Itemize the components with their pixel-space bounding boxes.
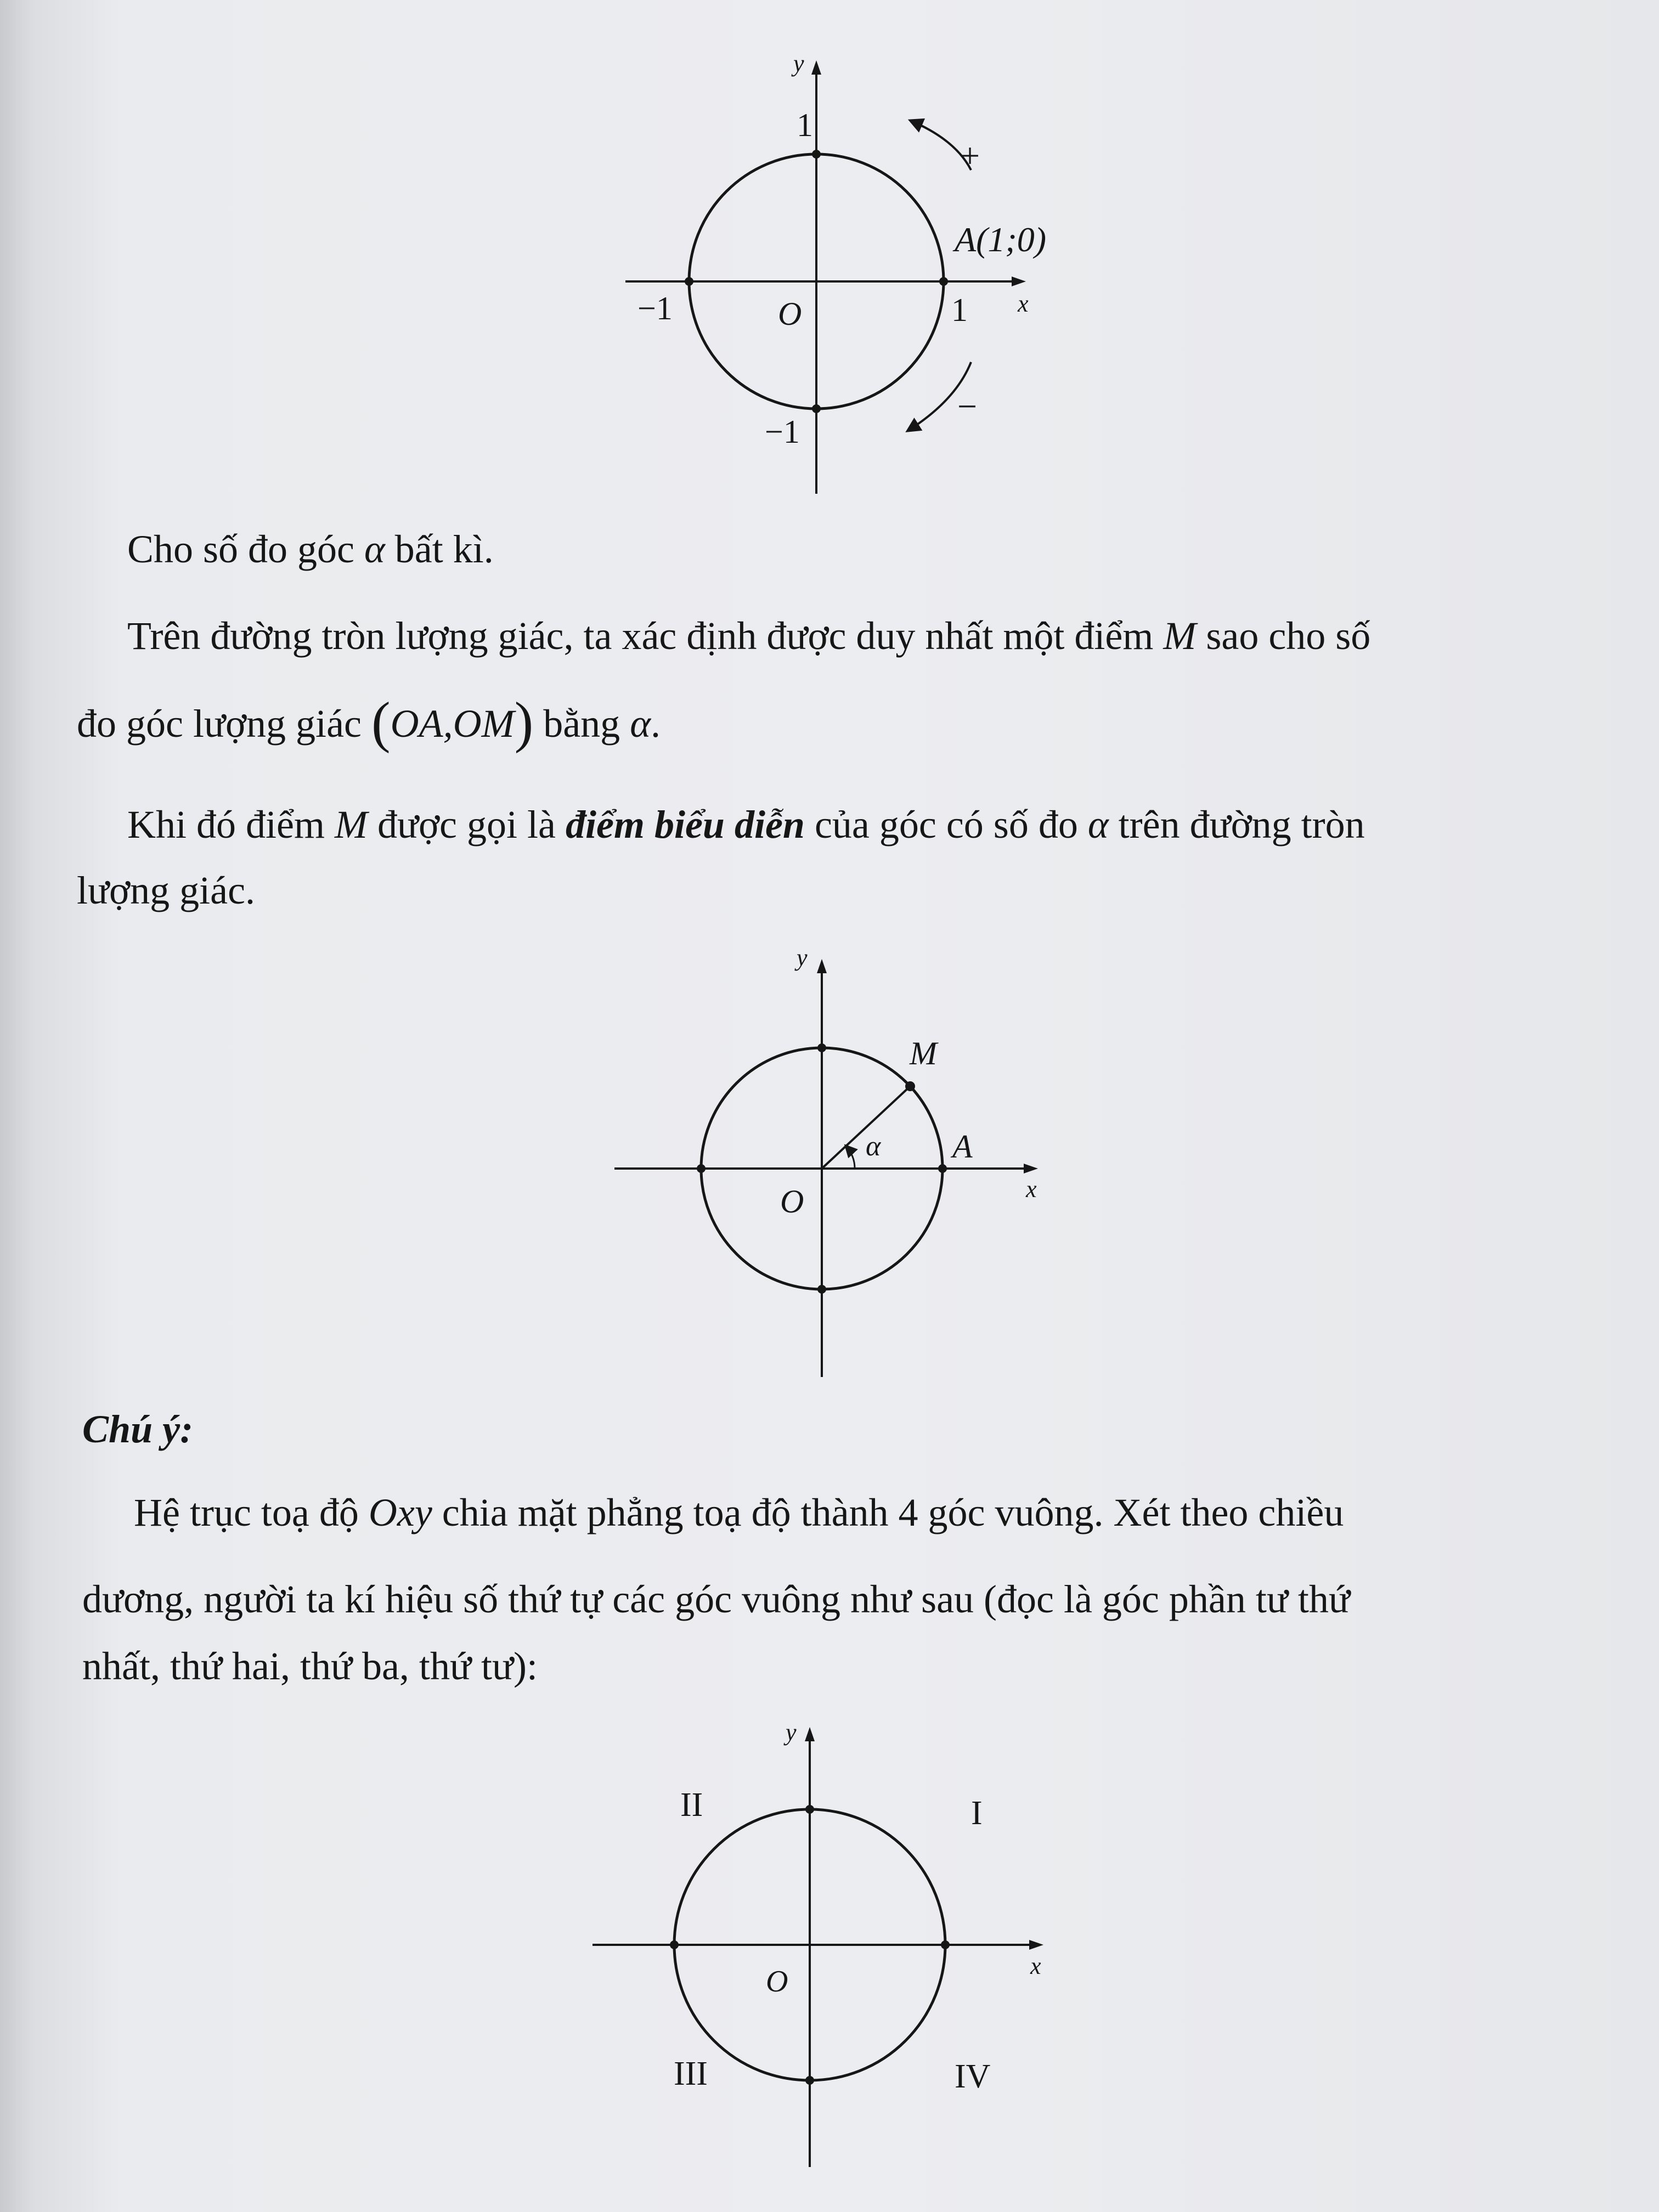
note-part1: Hệ trục toạ độ <box>134 1491 359 1534</box>
alpha-symbol: α <box>1087 803 1109 847</box>
origin-label: O <box>766 1965 788 1999</box>
y-axis-label: y <box>793 50 804 77</box>
note-line2: dương, người ta kí hiệu số thứ tự các góc vuông như sau (đọc là góc phần tư thứ <box>82 1577 1350 1621</box>
intersection-bottom <box>805 2076 814 2085</box>
y-axis-arrowhead <box>811 60 821 75</box>
note-paragraph-line3 <box>82 1623 538 1709</box>
figure-quadrants <box>587 1712 1092 2183</box>
intersection-top <box>812 150 821 159</box>
point-m-label: M <box>910 1035 937 1071</box>
y-axis-label: y <box>797 944 808 971</box>
x-axis-arrowhead <box>1024 1164 1038 1173</box>
figure-point-representation <box>603 944 1075 1383</box>
intersection-top <box>817 1043 826 1052</box>
paragraph3-part2: được gọi là <box>377 803 556 847</box>
close-paren: ) <box>514 691 534 754</box>
y-axis-arrowhead <box>805 1727 815 1741</box>
negative-sign: − <box>957 387 978 426</box>
intersection-right <box>941 1940 950 1949</box>
paragraph-representation-line2 <box>77 847 255 934</box>
point-a-label: A <box>952 1128 973 1165</box>
x-axis-label: x <box>1018 290 1029 317</box>
paragraph2-part1: Trên đường tròn lượng giác, ta xác định được duy nhất một điểm <box>127 614 1154 658</box>
angle-notation: OA,OM <box>390 702 515 746</box>
intro-text: Cho số đo góc <box>127 527 354 571</box>
quadrant-iii-label: III <box>674 2055 708 2092</box>
paragraph-representation-line1 <box>127 781 1365 868</box>
paragraph-point-m-line1 <box>127 592 1370 679</box>
point-a <box>938 1164 947 1173</box>
tick-right-label: 1 <box>951 292 968 328</box>
intersection-top <box>805 1805 814 1814</box>
open-paren: ( <box>371 691 391 754</box>
y-axis-label: y <box>786 1719 797 1746</box>
quadrant-i-label: I <box>971 1795 983 1832</box>
x-axis-label: x <box>1026 1176 1037 1203</box>
paragraph3-part1: Khi đó điểm <box>127 803 325 847</box>
quadrant-ii-label: II <box>680 1786 703 1824</box>
intersection-left <box>670 1940 679 1949</box>
intro-suffix: bất kì. <box>394 527 494 571</box>
origin-label: O <box>778 296 802 332</box>
paragraph3-line2: lượng giác. <box>77 868 256 912</box>
tick-top-label: 1 <box>797 107 813 143</box>
intersection-bottom <box>812 404 821 413</box>
angle-alpha-label: α <box>866 1131 881 1162</box>
intersection-bottom <box>817 1285 826 1294</box>
intersection-right <box>939 277 948 286</box>
alpha-symbol: α <box>630 702 651 746</box>
paragraph2-part3: đo góc lượng giác <box>77 702 362 746</box>
point-m <box>905 1081 915 1091</box>
paragraph2-part2: sao cho số <box>1206 614 1371 658</box>
tick-left-label: −1 <box>637 290 673 326</box>
oxy-symbol: Oxy <box>368 1491 432 1534</box>
paragraph3-part3: của góc có số đo <box>814 803 1078 847</box>
note-paragraph-line1 <box>134 1469 1344 1556</box>
paragraph-point-m-line2 <box>77 679 661 767</box>
origin-label: O <box>780 1183 804 1220</box>
note-heading-text: Chú ý: <box>82 1407 194 1451</box>
note-part2: chia mặt phẳng toạ độ thành 4 góc vuông. Xét theo chiều <box>442 1491 1344 1534</box>
paragraph2-end: . <box>650 702 661 746</box>
intersection-left <box>685 277 693 286</box>
note-line3: nhất, thứ hai, thứ ba, thứ tư): <box>82 1644 538 1688</box>
positive-sign: + <box>960 136 980 175</box>
quadrant-iv-label: IV <box>955 2058 991 2095</box>
x-axis-label: x <box>1030 1953 1041 1979</box>
point-a-label: A(1;0) <box>955 220 1047 259</box>
y-axis-arrowhead <box>817 959 827 973</box>
x-axis-arrowhead <box>1012 276 1026 286</box>
point-m-symbol: M <box>1163 614 1197 658</box>
figure-unit-circle-orientation <box>592 44 1086 505</box>
intro-line <box>127 506 494 592</box>
point-m-symbol: M <box>334 803 368 847</box>
paragraph3-part4: trên đường tròn <box>1118 803 1365 847</box>
x-axis-arrowhead <box>1029 1940 1043 1950</box>
intersection-left <box>697 1164 706 1173</box>
angle-arc <box>846 1146 855 1169</box>
alpha-symbol: α <box>364 527 385 571</box>
emphasized-term: điểm biểu diễn <box>565 803 805 847</box>
note-heading <box>82 1386 193 1472</box>
paragraph2-part4: bằng <box>543 702 620 746</box>
tick-bottom-label: −1 <box>765 414 800 450</box>
